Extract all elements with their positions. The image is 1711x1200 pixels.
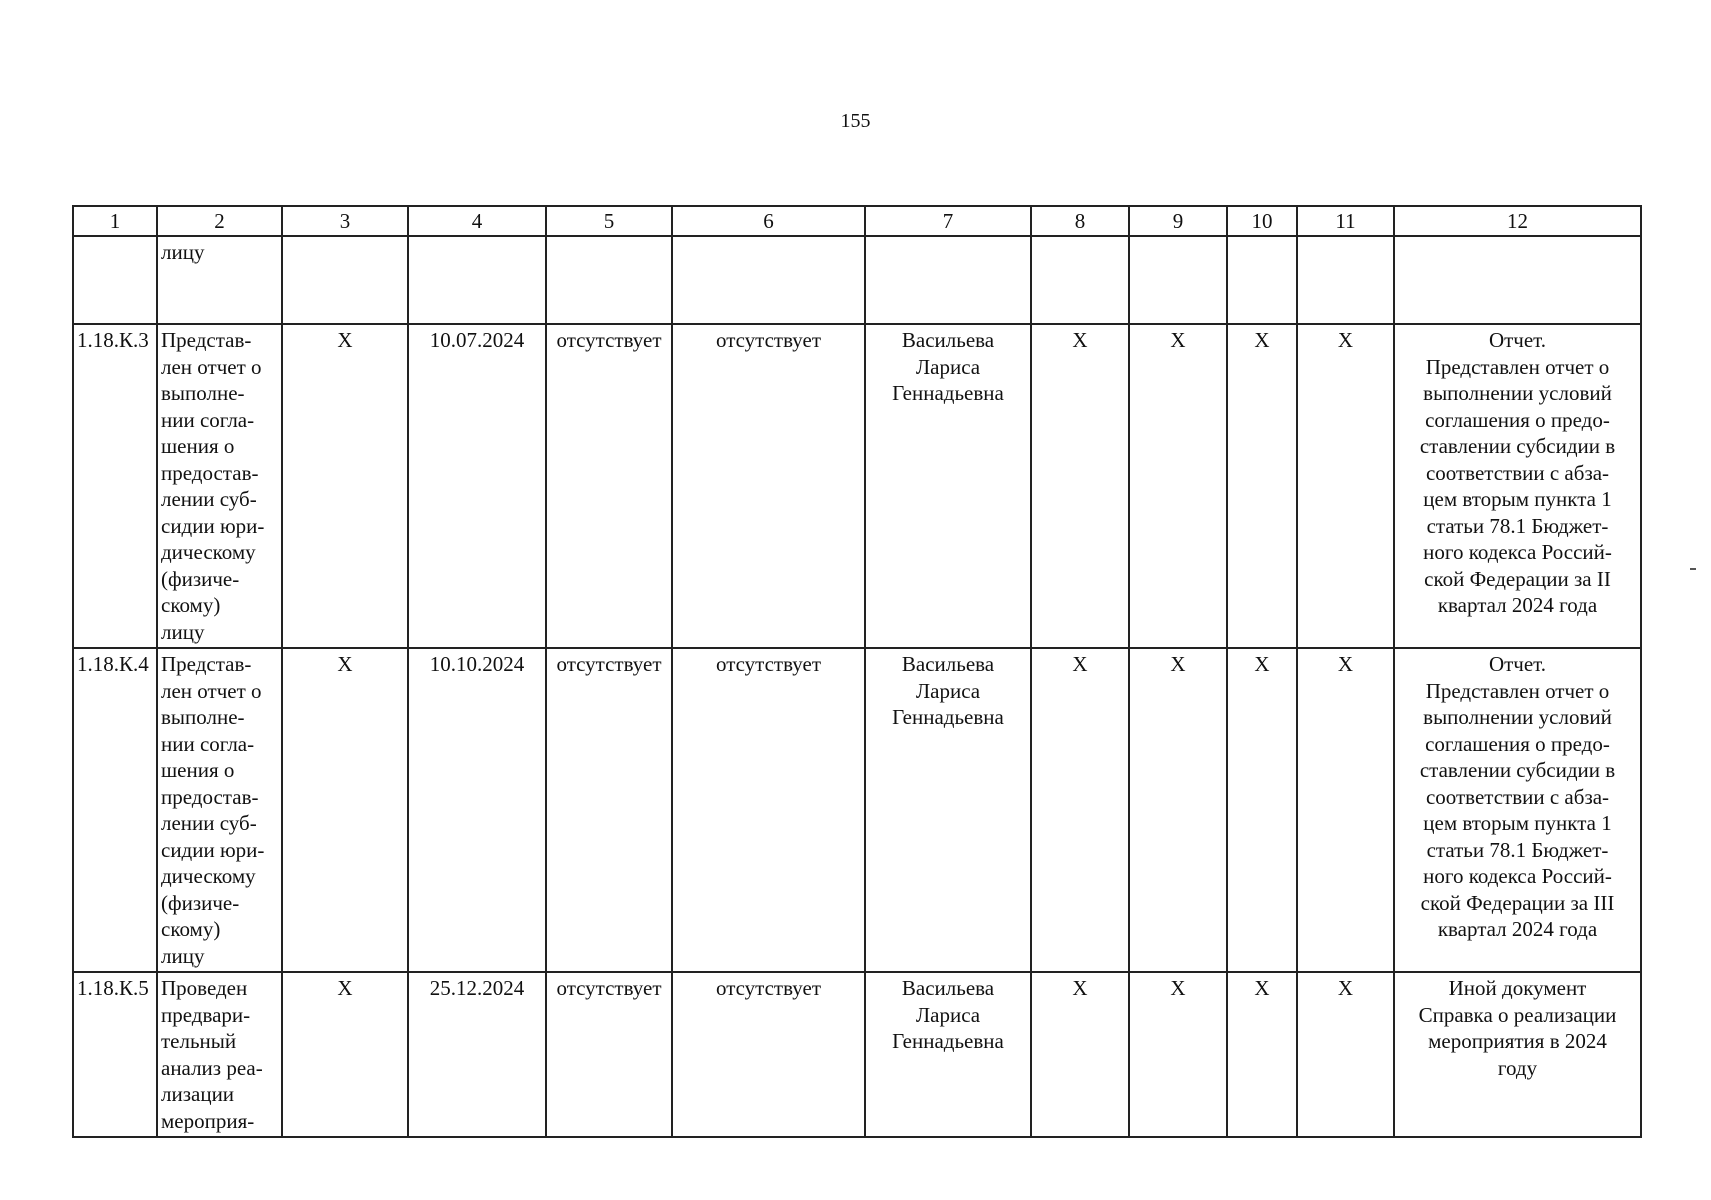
mark-cell: Х xyxy=(1297,324,1394,648)
status-cell: отсутствует xyxy=(546,324,672,648)
header-cell: 4 xyxy=(408,206,546,236)
document-cell: Отчет. Представлен отчет о выполнении условий соглашения о предо- ставлении субсидии в соответствии с абза- цем вторым пункта 1 статьи 78.1 Бюджет- ного кодекса Россий- ской Федерации за II квартал 2024 года xyxy=(1394,324,1641,648)
scan-edge-mark xyxy=(1690,568,1696,570)
responsible-cell: Васильева Лариса Геннадьевна xyxy=(865,972,1031,1137)
date-cell: 10.10.2024 xyxy=(408,648,546,972)
header-cell: 6 xyxy=(672,206,865,236)
mark-cell: Х xyxy=(1297,648,1394,972)
mark-cell: Х xyxy=(1031,972,1129,1137)
document-cell: Отчет. Представлен отчет о выполнении условий соглашения о предо- ставлении субсидии в соответствии с абза- цем вторым пункта 1 статьи 78.1 Бюджет- ного кодекса Россий- ской Федерации за III квартал 2024 года xyxy=(1394,648,1641,972)
mark-cell: Х xyxy=(282,648,408,972)
mark-cell: Х xyxy=(1297,972,1394,1137)
empty-cell xyxy=(282,236,408,324)
mark-cell: Х xyxy=(1031,648,1129,972)
responsible-cell: Васильева Лариса Геннадьевна xyxy=(865,648,1031,972)
header-row xyxy=(73,206,1641,236)
empty-cell xyxy=(546,236,672,324)
header-cell: 3 xyxy=(282,206,408,236)
row-description-cell: лицу xyxy=(157,236,282,324)
mark-cell: Х xyxy=(1227,324,1297,648)
page-number: 155 xyxy=(840,110,871,132)
header-cell: 2 xyxy=(157,206,282,236)
status-cell: отсутствует xyxy=(546,972,672,1137)
header-cell: 5 xyxy=(546,206,672,236)
mark-cell: Х xyxy=(1227,648,1297,972)
header-cell: 1 xyxy=(73,206,157,236)
row-number-cell: 1.18.К.5 xyxy=(73,972,157,1137)
row-description-cell: Представ- лен отчет о выполне- нии согла- шения о предостав- лении суб- сидии юри- дическому (физиче- скому) лицу xyxy=(157,648,282,972)
empty-cell xyxy=(1227,236,1297,324)
responsible-cell: Васильева Лариса Геннадьевна xyxy=(865,324,1031,648)
mark-cell: Х xyxy=(1129,972,1227,1137)
empty-cell xyxy=(1031,236,1129,324)
row-number-cell xyxy=(73,236,157,324)
mark-cell: Х xyxy=(1031,324,1129,648)
table-row xyxy=(73,972,1641,1137)
table-row xyxy=(73,324,1641,648)
empty-cell xyxy=(1129,236,1227,324)
activity-table xyxy=(72,205,1642,1138)
row-number-cell: 1.18.К.4 xyxy=(73,648,157,972)
header-cell: 10 xyxy=(1227,206,1297,236)
row-description-cell: Проведен предвари- тельный анализ реа- лизации мероприя- xyxy=(157,972,282,1137)
header-cell: 7 xyxy=(865,206,1031,236)
status-cell: отсутствует xyxy=(672,648,865,972)
document-cell: Иной документ Справка о реализации мероприятия в 2024 году xyxy=(1394,972,1641,1137)
header-cell: 12 xyxy=(1394,206,1641,236)
mark-cell: Х xyxy=(1227,972,1297,1137)
status-cell: отсутствует xyxy=(672,324,865,648)
status-cell: отсутствует xyxy=(546,648,672,972)
empty-cell xyxy=(1297,236,1394,324)
date-cell: 10.07.2024 xyxy=(408,324,546,648)
mark-cell: Х xyxy=(282,324,408,648)
mark-cell: Х xyxy=(1129,648,1227,972)
date-cell: 25.12.2024 xyxy=(408,972,546,1137)
header-cell: 9 xyxy=(1129,206,1227,236)
mark-cell: Х xyxy=(1129,324,1227,648)
status-cell: отсутствует xyxy=(672,972,865,1137)
row-description-cell: Представ- лен отчет о выполне- нии согла- шения о предостав- лении суб- сидии юри- дическому (физиче- скому) лицу xyxy=(157,324,282,648)
mark-cell: Х xyxy=(282,972,408,1137)
header-cell: 11 xyxy=(1297,206,1394,236)
empty-cell xyxy=(672,236,865,324)
header-cell: 8 xyxy=(1031,206,1129,236)
table-row xyxy=(73,648,1641,972)
empty-cell xyxy=(408,236,546,324)
row-number-cell: 1.18.К.3 xyxy=(73,324,157,648)
empty-cell xyxy=(1394,236,1641,324)
empty-cell xyxy=(865,236,1031,324)
table-row-continued xyxy=(73,236,1641,324)
